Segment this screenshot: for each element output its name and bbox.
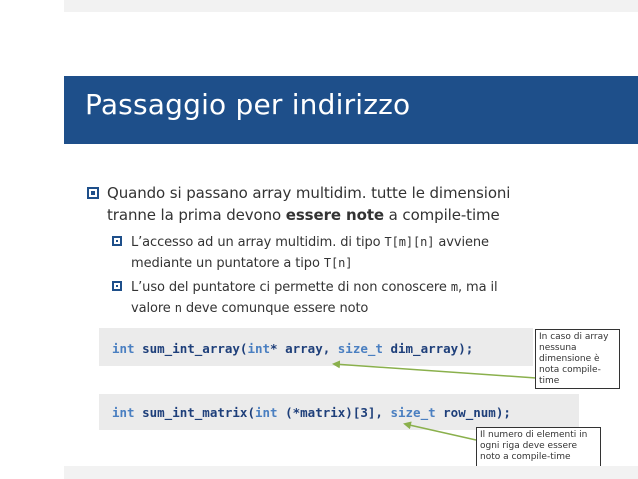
code-function-name: sum_int_matrix(: [134, 405, 255, 420]
code-args: * array,: [270, 341, 338, 356]
slide-title: Passaggio per indirizzo: [85, 88, 411, 121]
bullet-3-line-2-post: deve comunque essere noto: [181, 301, 369, 316]
bullet-3-line-2-pre: valore: [131, 301, 175, 316]
callout-row-elements: Il numero di elementi in ogni riga deve essere noto a compile-time: [476, 427, 601, 471]
code-keyword: int: [255, 405, 278, 420]
bullet-2-code-type: T[m][n]: [384, 235, 435, 249]
code-args: (*matrix)[3],: [277, 405, 391, 420]
code-keyword: size_t: [337, 341, 383, 356]
bullet-1-bold-text: essere note: [285, 206, 384, 224]
bullet-1-line-1: Quando si passano array multidim. tutte le dimensioni: [107, 184, 511, 202]
bottom-band: [64, 466, 638, 479]
code-keyword: size_t: [390, 405, 436, 420]
code-function-name: sum_int_array(: [134, 341, 248, 356]
bullet-1-line-2-pre: tranne la prima devono: [107, 206, 286, 224]
bullet-1-line-2-post: a compile-time: [384, 206, 500, 224]
bullet-2-code-pointer: T[n]: [323, 256, 353, 270]
bullet-2-line-1-pre: L’accesso ad un array multidim. di tipo: [131, 235, 385, 250]
callout-no-dimension: In caso di array nessuna dimensione è nota compile-time: [535, 329, 620, 389]
code-keyword: int: [112, 405, 135, 420]
callout-2-arrow: [405, 424, 476, 440]
bullet-3-code-n: n: [174, 301, 182, 315]
code-keyword: int: [112, 341, 135, 356]
bullet-2-line-2-pre: mediante un puntatore a tipo: [131, 256, 324, 271]
code-keyword: int: [247, 341, 271, 356]
bullet-3-code-m: m: [450, 280, 458, 294]
code-end: row_num);: [435, 405, 511, 420]
bullet-3-line-1-pre: L’uso del puntatore ci permette di non conoscere: [131, 280, 451, 295]
bullet-2-line-1-post: avviene: [434, 235, 489, 250]
callout-1-arrow: [334, 364, 536, 378]
code-end: dim_array);: [382, 341, 474, 356]
bullet-3-line-1-post: , ma il: [457, 280, 498, 295]
